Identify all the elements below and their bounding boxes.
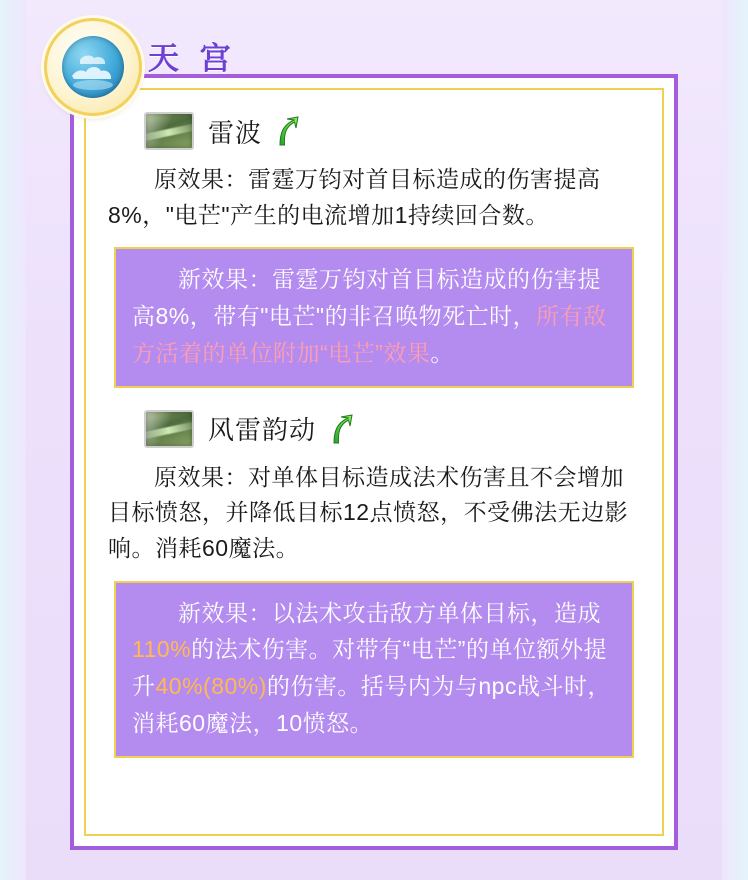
green-up-arrow-icon: [274, 116, 300, 146]
new-effect-part2-2: 的法术伤害。对带有“电芒”的单位额外提升: [132, 636, 607, 700]
new-effect-part3-2: 的伤害。括号内为与npc战斗时，消耗60魔法，10愤怒。: [132, 673, 611, 736]
skill-card: [70, 74, 678, 850]
skill-icon-leibo: [144, 112, 194, 150]
new-effect-highlight-1: 所有敌方活着的单位附加“电芒”效果: [132, 303, 607, 366]
new-effect-part1-2: 新效果：以法术攻击敌方单体目标，造成: [178, 599, 601, 626]
new-effect-suffix-1: 。: [430, 339, 454, 366]
skill-new-effect-box-2: [114, 581, 634, 758]
skill-name-1: 雷波: [208, 117, 263, 148]
skill-new-effect-box-1: [114, 247, 634, 387]
faction-emblem: [44, 18, 142, 116]
skill-block-2: [108, 410, 640, 758]
skill-block-1: [108, 112, 640, 388]
skill-old-effect-1: 原效果：雷霆万钧对首目标造成的伤害提高8%，"电芒"产生的电流增加1持续回合数。: [108, 166, 601, 228]
green-up-arrow-icon: [328, 414, 354, 444]
skill-new-effect-text-1: [132, 261, 616, 371]
page-title: 天 宫: [148, 40, 237, 76]
skill-old-effect-2: 原效果：对单体目标造成法术伤害且不会增加目标愤怒，并降低目标12点愤怒，不受佛法无边影响。消耗60魔法。: [108, 463, 629, 561]
skill-icon-fengleiyundong: [144, 410, 194, 448]
skill-header-2: [108, 410, 640, 448]
new-effect-value1-2: 110%: [132, 636, 192, 663]
skill-card-inner: [84, 88, 664, 836]
skill-name-2: 风雷韵动: [208, 415, 317, 446]
skill-header-1: [108, 112, 640, 150]
new-effect-prefix-1: 新效果：雷霆万钧对首目标造成的伤害提高8%，带有"电芒"的非召唤物死亡时，: [132, 266, 601, 330]
new-effect-value2-2: 40%(80%): [155, 673, 267, 700]
skill-new-effect-text-2: [132, 595, 616, 742]
cloud-seal-icon: [62, 36, 124, 98]
